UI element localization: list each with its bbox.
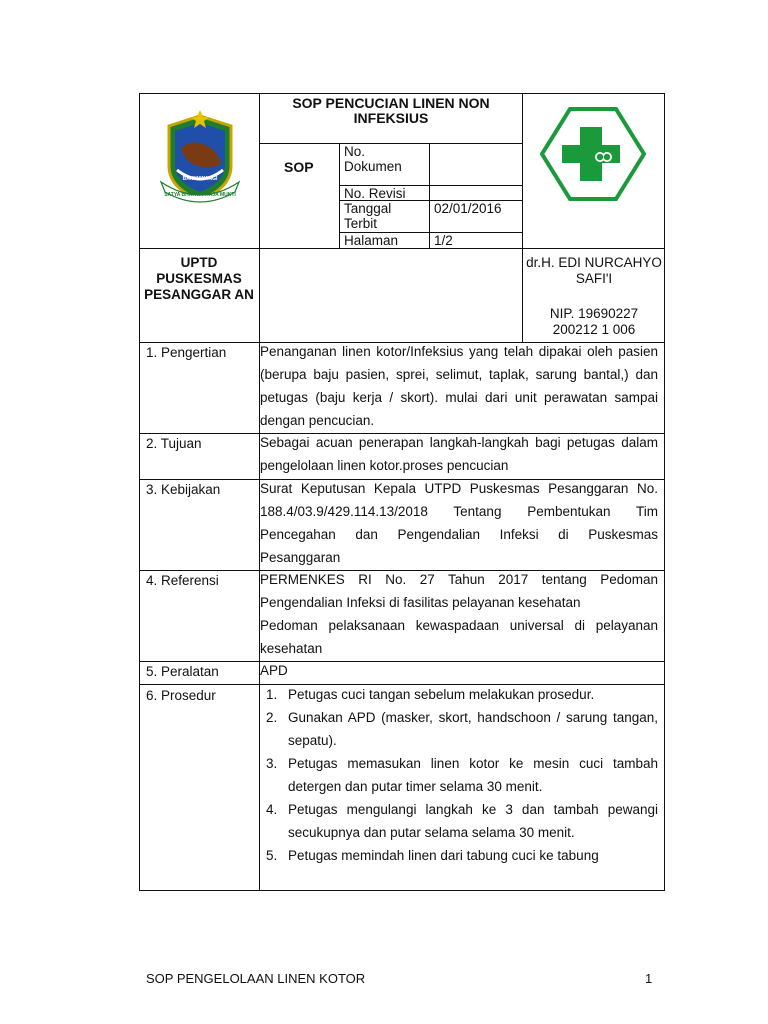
section-text-peralatan: APD: [260, 663, 288, 678]
referensi-item: Pedoman pelaksanaan kewaspadaan universal di pelayanan kesehatan: [260, 618, 658, 656]
prosedur-item-number: 2.: [266, 710, 278, 725]
signatory-name-text: dr.H. EDI NURCAHYO SAFI'I: [526, 255, 662, 286]
prosedur-item-text: Gunakan APD (masker, skort, handschoon / sarung tangan, sepatu).: [288, 710, 658, 748]
section-text-pengertian: Penanganan linen kotor/Infeksius yang telah dipakai oleh pasien (berupa baju pasien, sprei, selimut, taplak, sarung bantal,) dan petugas (baju kerja / skort). mulai dari unit perawatan sampai dengan pencucian.: [260, 344, 658, 428]
section-text-kebijakan: Surat Keputusan Kepala UTPD Puskesmas Pesanggaran No. 188.4/03.9/429.114.13/2018 Tentang Pembentukan Tim Pencegahan dan Pengendalian Infeksi di Puskesmas Pesanggaran: [260, 481, 658, 565]
table-border-bottom: [139, 890, 665, 891]
section-label-prosedur: 6. Prosedur: [146, 688, 216, 703]
regency-logo: [157, 108, 243, 206]
prosedur-item-number: 3.: [266, 756, 278, 771]
footer-page-number: 1: [645, 971, 653, 986]
section-label-kebijakan: 3. Kebijakan: [146, 482, 221, 497]
table-border-top: [139, 93, 665, 94]
prosedur-item: [266, 683, 658, 706]
section-text-tujuan: Sebagai acuan penerapan langkah-langkah bagi petugas dalam pengelolaan linen kotor.proses pencucian: [260, 435, 658, 473]
prosedur-item: [266, 752, 658, 798]
prosedur-item-number: 1.: [266, 687, 278, 702]
document-title: SOP PENCUCIAN LINEN NON INFEKSIUS: [292, 95, 490, 126]
halaman-value: 1/2: [434, 233, 453, 248]
sop-label: SOP: [284, 159, 314, 175]
section-label-referensi: 4. Referensi: [146, 573, 219, 588]
table-border-left: [139, 93, 140, 891]
prosedur-item-text: Petugas cuci tangan sebelum melakukan prosedur.: [288, 687, 595, 702]
no-dokumen-label: No. Dokumen: [344, 144, 402, 174]
section-label-peralatan: 5. Peralatan: [146, 664, 219, 679]
tanggal-terbit-label: Tanggal Terbit: [344, 201, 392, 231]
prosedur-item-text: Petugas memindah linen dari tabung cuci ke tabung: [288, 848, 599, 863]
prosedur-list: [266, 683, 658, 867]
table-divider-logo: [522, 93, 523, 342]
prosedur-item-number: 4.: [266, 802, 278, 817]
regency-logo-banner-text: SATYA BHAKTI PRAJA MUKTI: [164, 192, 236, 198]
prosedur-item: [266, 844, 658, 867]
tanggal-terbit-value: 02/01/2016: [434, 201, 502, 216]
table-rule-header: [139, 248, 665, 249]
no-revisi-label: No. Revisi: [344, 186, 406, 201]
table-border-right: [664, 93, 665, 891]
prosedur-item: [266, 798, 658, 844]
section-label-pengertian: 1. Pengertian: [146, 345, 227, 360]
prosedur-item-number: 5.: [266, 848, 278, 863]
footer-title: SOP PENGELOLAAN LINEN KOTOR: [146, 971, 366, 986]
prosedur-item-text: Petugas mengulangi langkah ke 3 dan tambah pewangi secukupnya dan putar selama selama 30 menit.: [288, 802, 658, 840]
signatory-nip: NIP. 19690227 200212 1 006: [549, 306, 639, 337]
signatory-name: [526, 255, 662, 287]
section-text-referensi: [260, 568, 658, 660]
regency-logo-ring-text: BANYUWANGI: [182, 176, 218, 182]
puskesmas-logo: [540, 107, 646, 201]
organization-name: UPTD PUSKESMAS PESANGGAR AN: [144, 255, 254, 302]
section-label-tujuan: 2. Tujuan: [146, 436, 202, 451]
halaman-label: Halaman: [344, 233, 399, 248]
prosedur-item: [266, 706, 658, 752]
referensi-item: PERMENKES RI No. 27 Tahun 2017 tentang Pedoman Pengendalian Infeksi di fasilitas pelayanan kesehatan: [260, 572, 658, 610]
prosedur-item-text: Petugas memasukan linen kotor ke mesin cuci tambah detergen dan putar timer selama 30 menit.: [288, 756, 658, 794]
